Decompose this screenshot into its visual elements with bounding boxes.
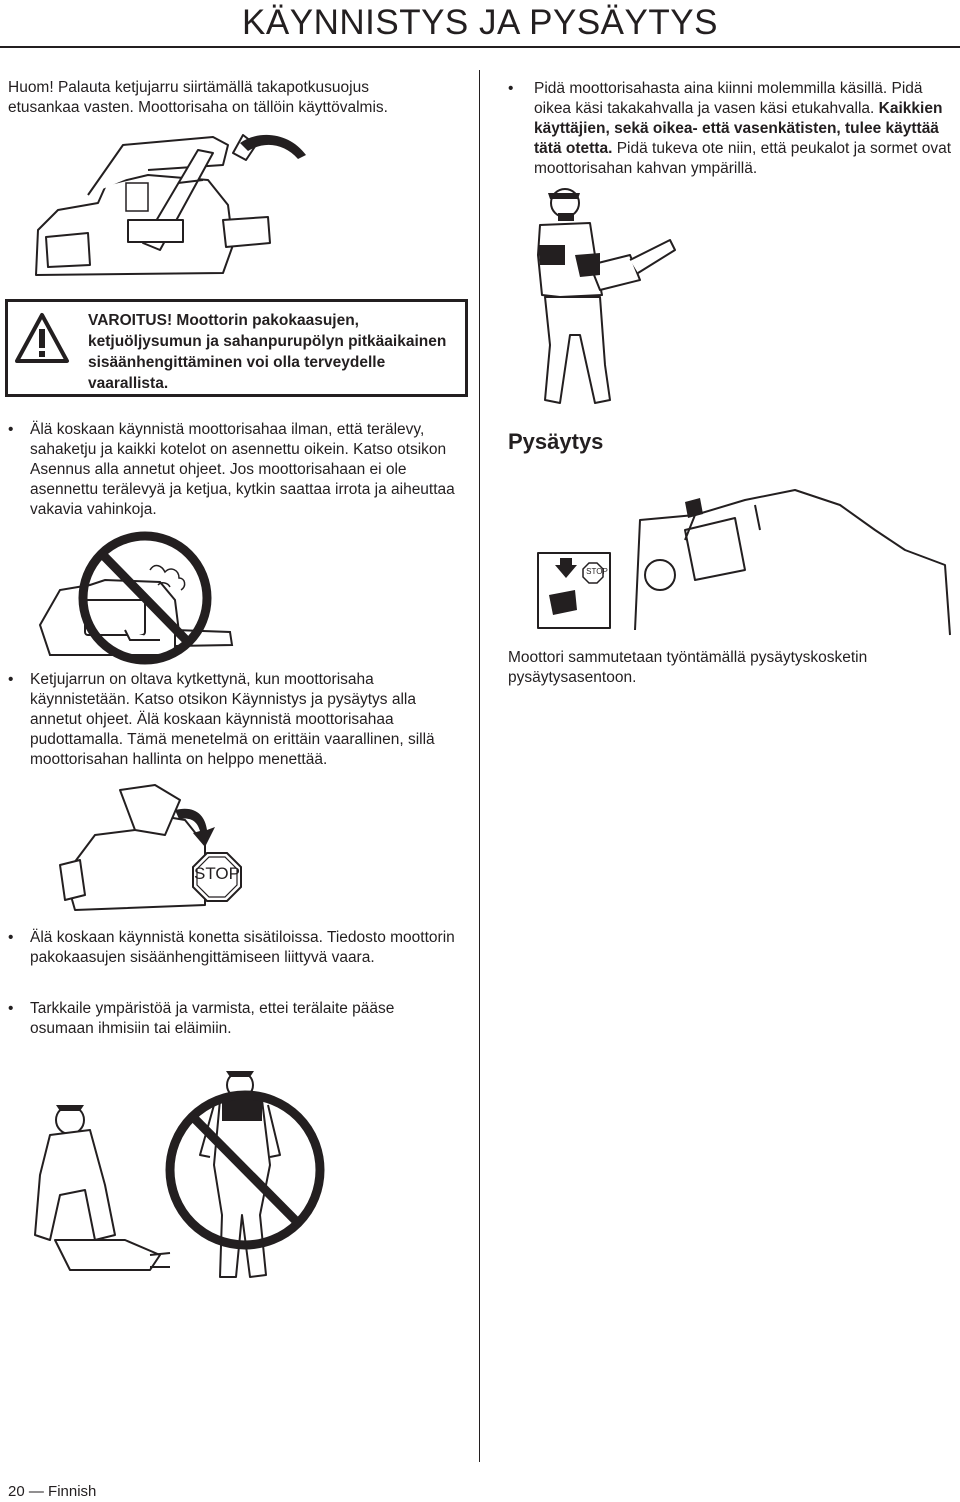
page-header [0, 0, 960, 48]
stop-instruction-text: Moottori sammutetaan työntämällä pysäytyskosketin pysäytysasentoon. [508, 649, 868, 686]
list-item-text: Älä koskaan käynnistä konetta sisätiloissa. Tiedosto moottorin pakokaasujen sisäänhengittämiseen liittyvä vaara. [30, 929, 455, 966]
bullet-dot: • [508, 80, 514, 97]
section-title: Pysäytys [508, 429, 604, 454]
note-text: Huom! Palauta ketjujarru siirtämällä takapotkusuojus etusankaa vasten. Moottorisaha on tällöin käyttövalmis. [8, 79, 388, 116]
warning-triangle-icon [14, 312, 70, 364]
footer-language: Finnish [48, 1483, 97, 1500]
drop-start-stop-illustration [55, 775, 245, 915]
list-item-text: Ketjujarrun on oltava kytkettynä, kun moottorisaha käynnistetään. Katso otsikon Käynnistys ja pysäytys alla annetut ohjeet. Älä koskaan käynnistä moottorisahaa pudottamalla. Tämä menetelmä on erittäin vaarallinen, sillä moottorisahan hallinta on helppo menettää. [30, 671, 435, 768]
page-footer [8, 1482, 96, 1502]
chainsaw-brake-illustration [28, 125, 278, 280]
header-rule [0, 46, 960, 48]
grip-instruction-text: Pidä moottorisahasta aina kiinni molemmilla käsillä. Pidä oikea käsi takakahvalla ja vasen käsi etukahvalla. [534, 80, 923, 117]
page-number: 20 [8, 1483, 25, 1500]
bullet-dot: • [8, 929, 14, 946]
bullet-dot: • [8, 671, 14, 688]
grip-instruction-bold: Kaikkien käyttäjien, sekä oikea- että vasenkätisten, tulee käyttää tätä otetta. [534, 100, 943, 157]
bystander-prohibited-illustration [30, 1045, 330, 1295]
column-divider [479, 70, 480, 1462]
stop-sign-label: STOP [194, 864, 240, 883]
stop-switch-label: STOP [586, 567, 608, 576]
footer-dash: — [28, 1483, 44, 1500]
prohibited-no-bar-illustration [30, 530, 240, 680]
bullet-dot: • [8, 1000, 14, 1017]
stop-switch-illustration [535, 470, 955, 640]
bullet-dot: • [8, 421, 14, 438]
page-title: KÄYNNISTYS JA PYSÄYTYS [242, 3, 718, 42]
operator-with-chainsaw-illustration [520, 185, 680, 410]
list-item-text [534, 79, 954, 179]
grip-instruction-text-2: Pidä tukeva ote niin, että peukalot ja sormet ovat moottorisahan kahvan ympärillä. [534, 140, 951, 177]
list-item-text: Älä koskaan käynnistä moottorisahaa ilman, että terälevy, sahaketju ja kaikki kotelot on asennettu oikein. Katso otsikon Asennus alla annetut ohjeet. Jos moottorisahaan ei ole asennettu terälevyä ja ketjua, kytkin saattaa irrota ja aiheuttaa vakavia vahinkoja. [30, 421, 455, 518]
list-item-text: Tarkkaile ympäristöä ja varmista, ettei terälaite pääse osumaan ihmisiin tai eläimiin. [30, 1000, 395, 1037]
warning-text: VAROITUS! Moottorin pakokaasujen, ketjuöljysumun ja sahanpurupölyn pitkäaikainen sisäänhengittäminen voi olla terveydelle vaarallista. [88, 312, 447, 392]
